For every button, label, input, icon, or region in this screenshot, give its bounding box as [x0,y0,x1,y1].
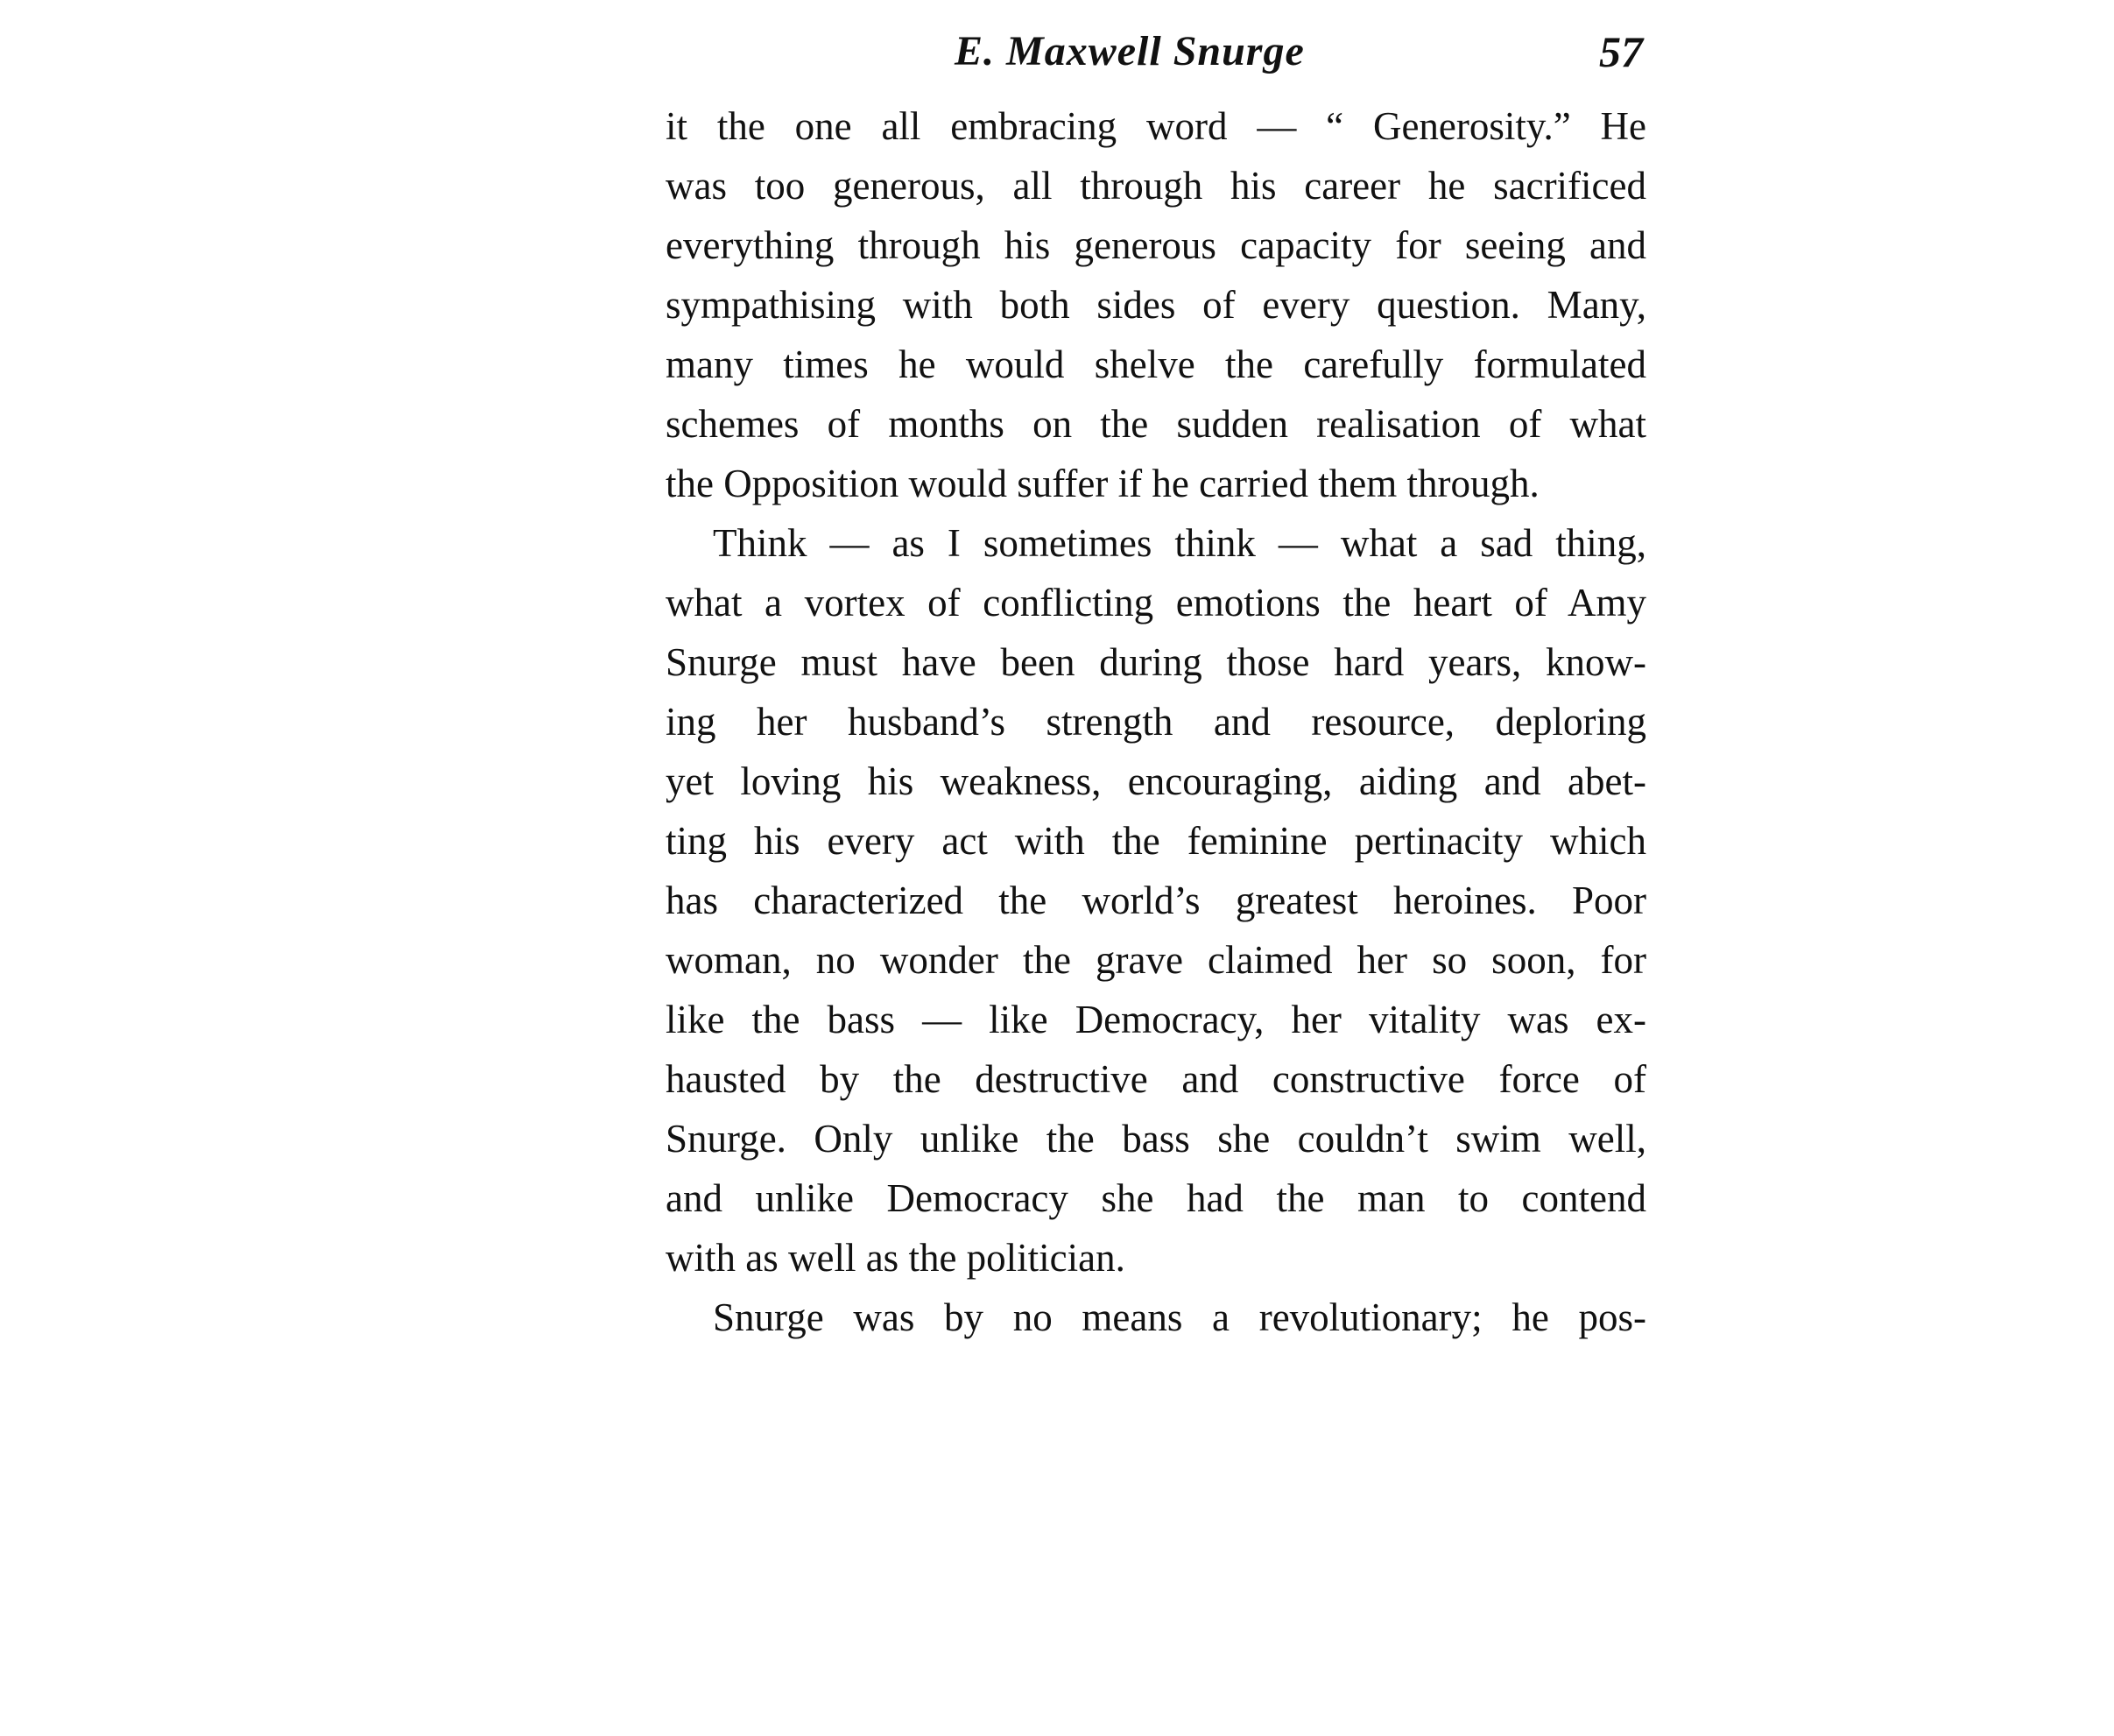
text-line: what a vortex of conflicting emotions the heart of Amy [666,581,1646,625]
page-header [955,21,1643,82]
text-line: yet loving his weakness, encouraging, aiding and abet- [666,759,1646,803]
body-text [666,96,1646,1347]
text-line: has characterized the world’s greatest heroines. Poor [666,879,1646,922]
text-line: sympathising with both sides of every question. Many, [666,283,1646,327]
text-line: many times he would shelve the carefully formulated [666,342,1646,386]
text-line: the Opposition would suffer if he carried them through. [666,462,1540,505]
text-line: ing her husband’s strength and resource, deploring [666,700,1646,744]
paragraph-first-line: Think — as I sometimes think — what a sad thing, [713,521,1646,565]
text-line: it the one all embracing word — “ Generosity.” He [666,104,1646,148]
text-line: Snurge. Only unlike the bass she couldn’t swim well, [666,1117,1646,1161]
text-line: like the bass — like Democracy, her vitality was ex- [666,998,1646,1041]
text-line: everything through his generous capacity for seeing and [666,223,1646,267]
text-line: Snurge must have been during those hard years, know- [666,640,1646,684]
text-line: ting his every act with the feminine pertinacity which [666,819,1646,863]
text-line: schemes of months on the sudden realisation of what [666,402,1646,446]
running-head: E. Maxwell Snurge [955,28,1305,74]
text-line: hausted by the destructive and constructive force of [666,1057,1646,1101]
text-line: and unlike Democracy she had the man to contend [666,1176,1646,1220]
text-line: was too generous, all through his career he sacrificed [666,164,1646,208]
page-number: 57 [1599,27,1643,76]
paragraph-first-line: Snurge was by no means a revolutionary; he pos- [713,1295,1646,1339]
text-line: woman, no wonder the grave claimed her so soon, for [666,938,1646,982]
text-line: with as well as the politician. [666,1236,1125,1280]
